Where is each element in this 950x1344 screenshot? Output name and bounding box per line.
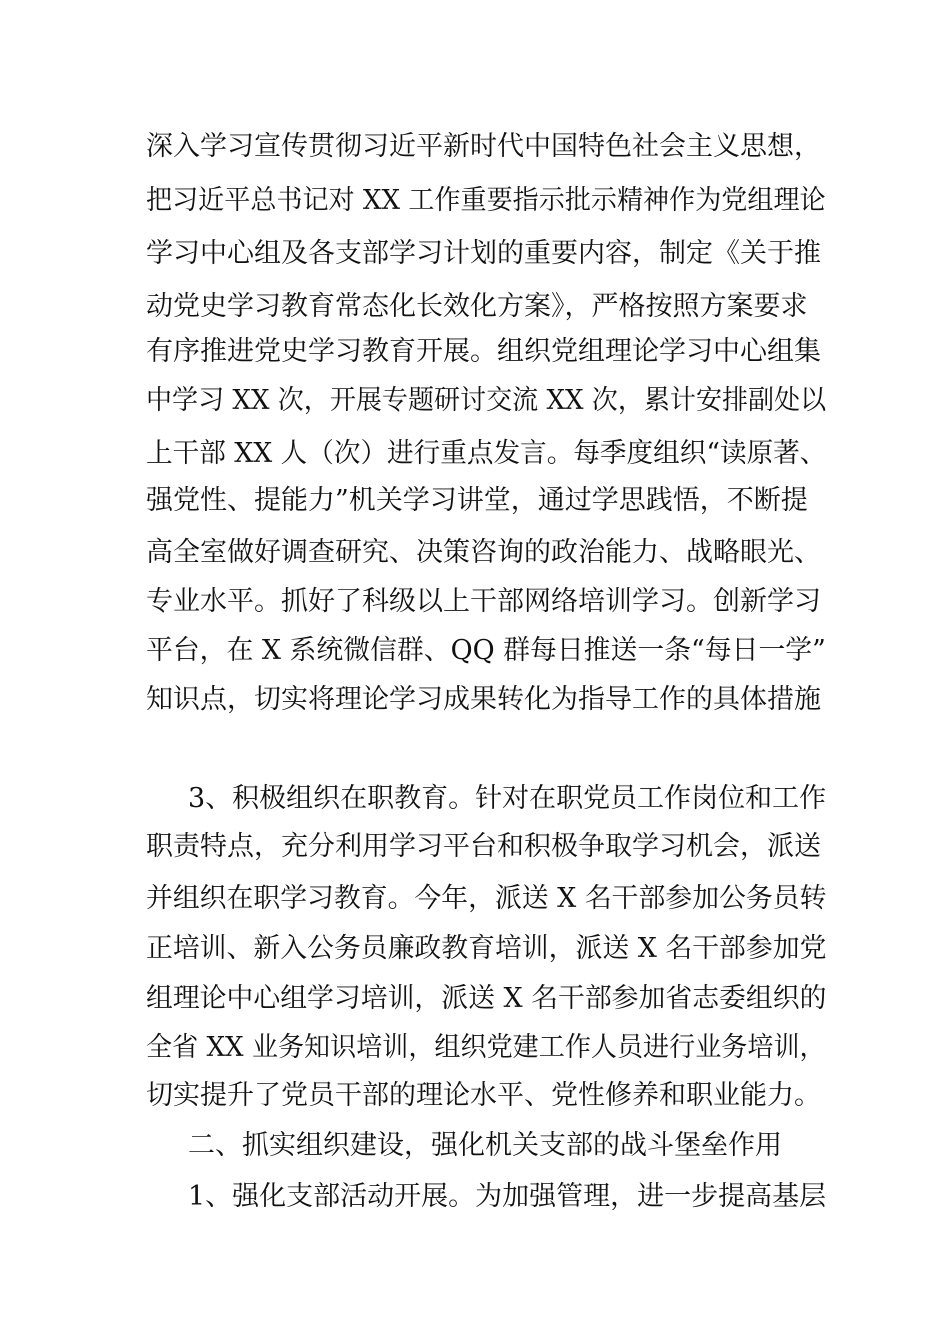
paragraph-line: 有序推进党史学习教育开展。组织党组理论学习中心组集 — [146, 336, 821, 367]
paragraph-line: 上干部 XX 人（次）进行重点发言。每季度组织“读原著、 — [146, 438, 827, 469]
paragraph-line: 组理论中心组学习培训，派送 X 名干部参加省志委组织的 — [146, 983, 827, 1014]
paragraph-line: 切实提升了党员干部的理论水平、党性修养和职业能力。 — [146, 1080, 821, 1111]
paragraph-line: 全省 XX 业务知识培训，组织党建工作人员进行业务培训， — [146, 1032, 826, 1063]
paragraph-line: 动党史学习教育常态化长效化方案》，严格按照方案要求 — [146, 291, 808, 322]
paragraph-line: 中学习 XX 次，开展专题研讨交流 XX 次，累计安排副处以 — [146, 385, 827, 416]
paragraph-line: 学习中心组及各支部学习计划的重要内容，制定《关于推 — [146, 238, 821, 269]
paragraph-line: 正培训、新入公务员廉政教育培训，派送 X 名干部参加党 — [146, 933, 827, 964]
paragraph-line: 把习近平总书记对 XX 工作重要指示批示精神作为党组理论 — [146, 185, 826, 216]
paragraph-line: 并组织在职学习教育。今年，派送 X 名干部参加公务员转 — [146, 883, 827, 914]
section-heading-line: 1、强化支部活动开展。为加强管理，进一步提高基层 — [188, 1181, 827, 1212]
paragraph-line: 平台，在 X 系统微信群、QQ 群每日推送一条“每日一学” — [146, 635, 826, 666]
section-heading: 二、抓实组织建设，强化机关支部的战斗堡垒作用 — [188, 1130, 782, 1161]
paragraph-line: 高全室做好调查研究、决策咨询的政治能力、战略眼光、 — [146, 537, 821, 568]
paragraph-line: 专业水平。抓好了科级以上干部网络培训学习。创新学习 — [146, 586, 821, 617]
paragraph-line: 职责特点，充分利用学习平台和积极争取学习机会，派送 — [146, 831, 821, 862]
paragraph-line: 深入学习宣传贯彻习近平新时代中国特色社会主义思想， — [146, 131, 821, 162]
section-heading-line: 3、积极组织在职教育。针对在职党员工作岗位和工作 — [188, 783, 827, 814]
paragraph-line: 知识点，切实将理论学习成果转化为指导工作的具体措施 — [146, 684, 821, 715]
paragraph-line: 强党性、提能力”机关学习讲堂，通过学思践悟，不断提 — [146, 485, 808, 516]
